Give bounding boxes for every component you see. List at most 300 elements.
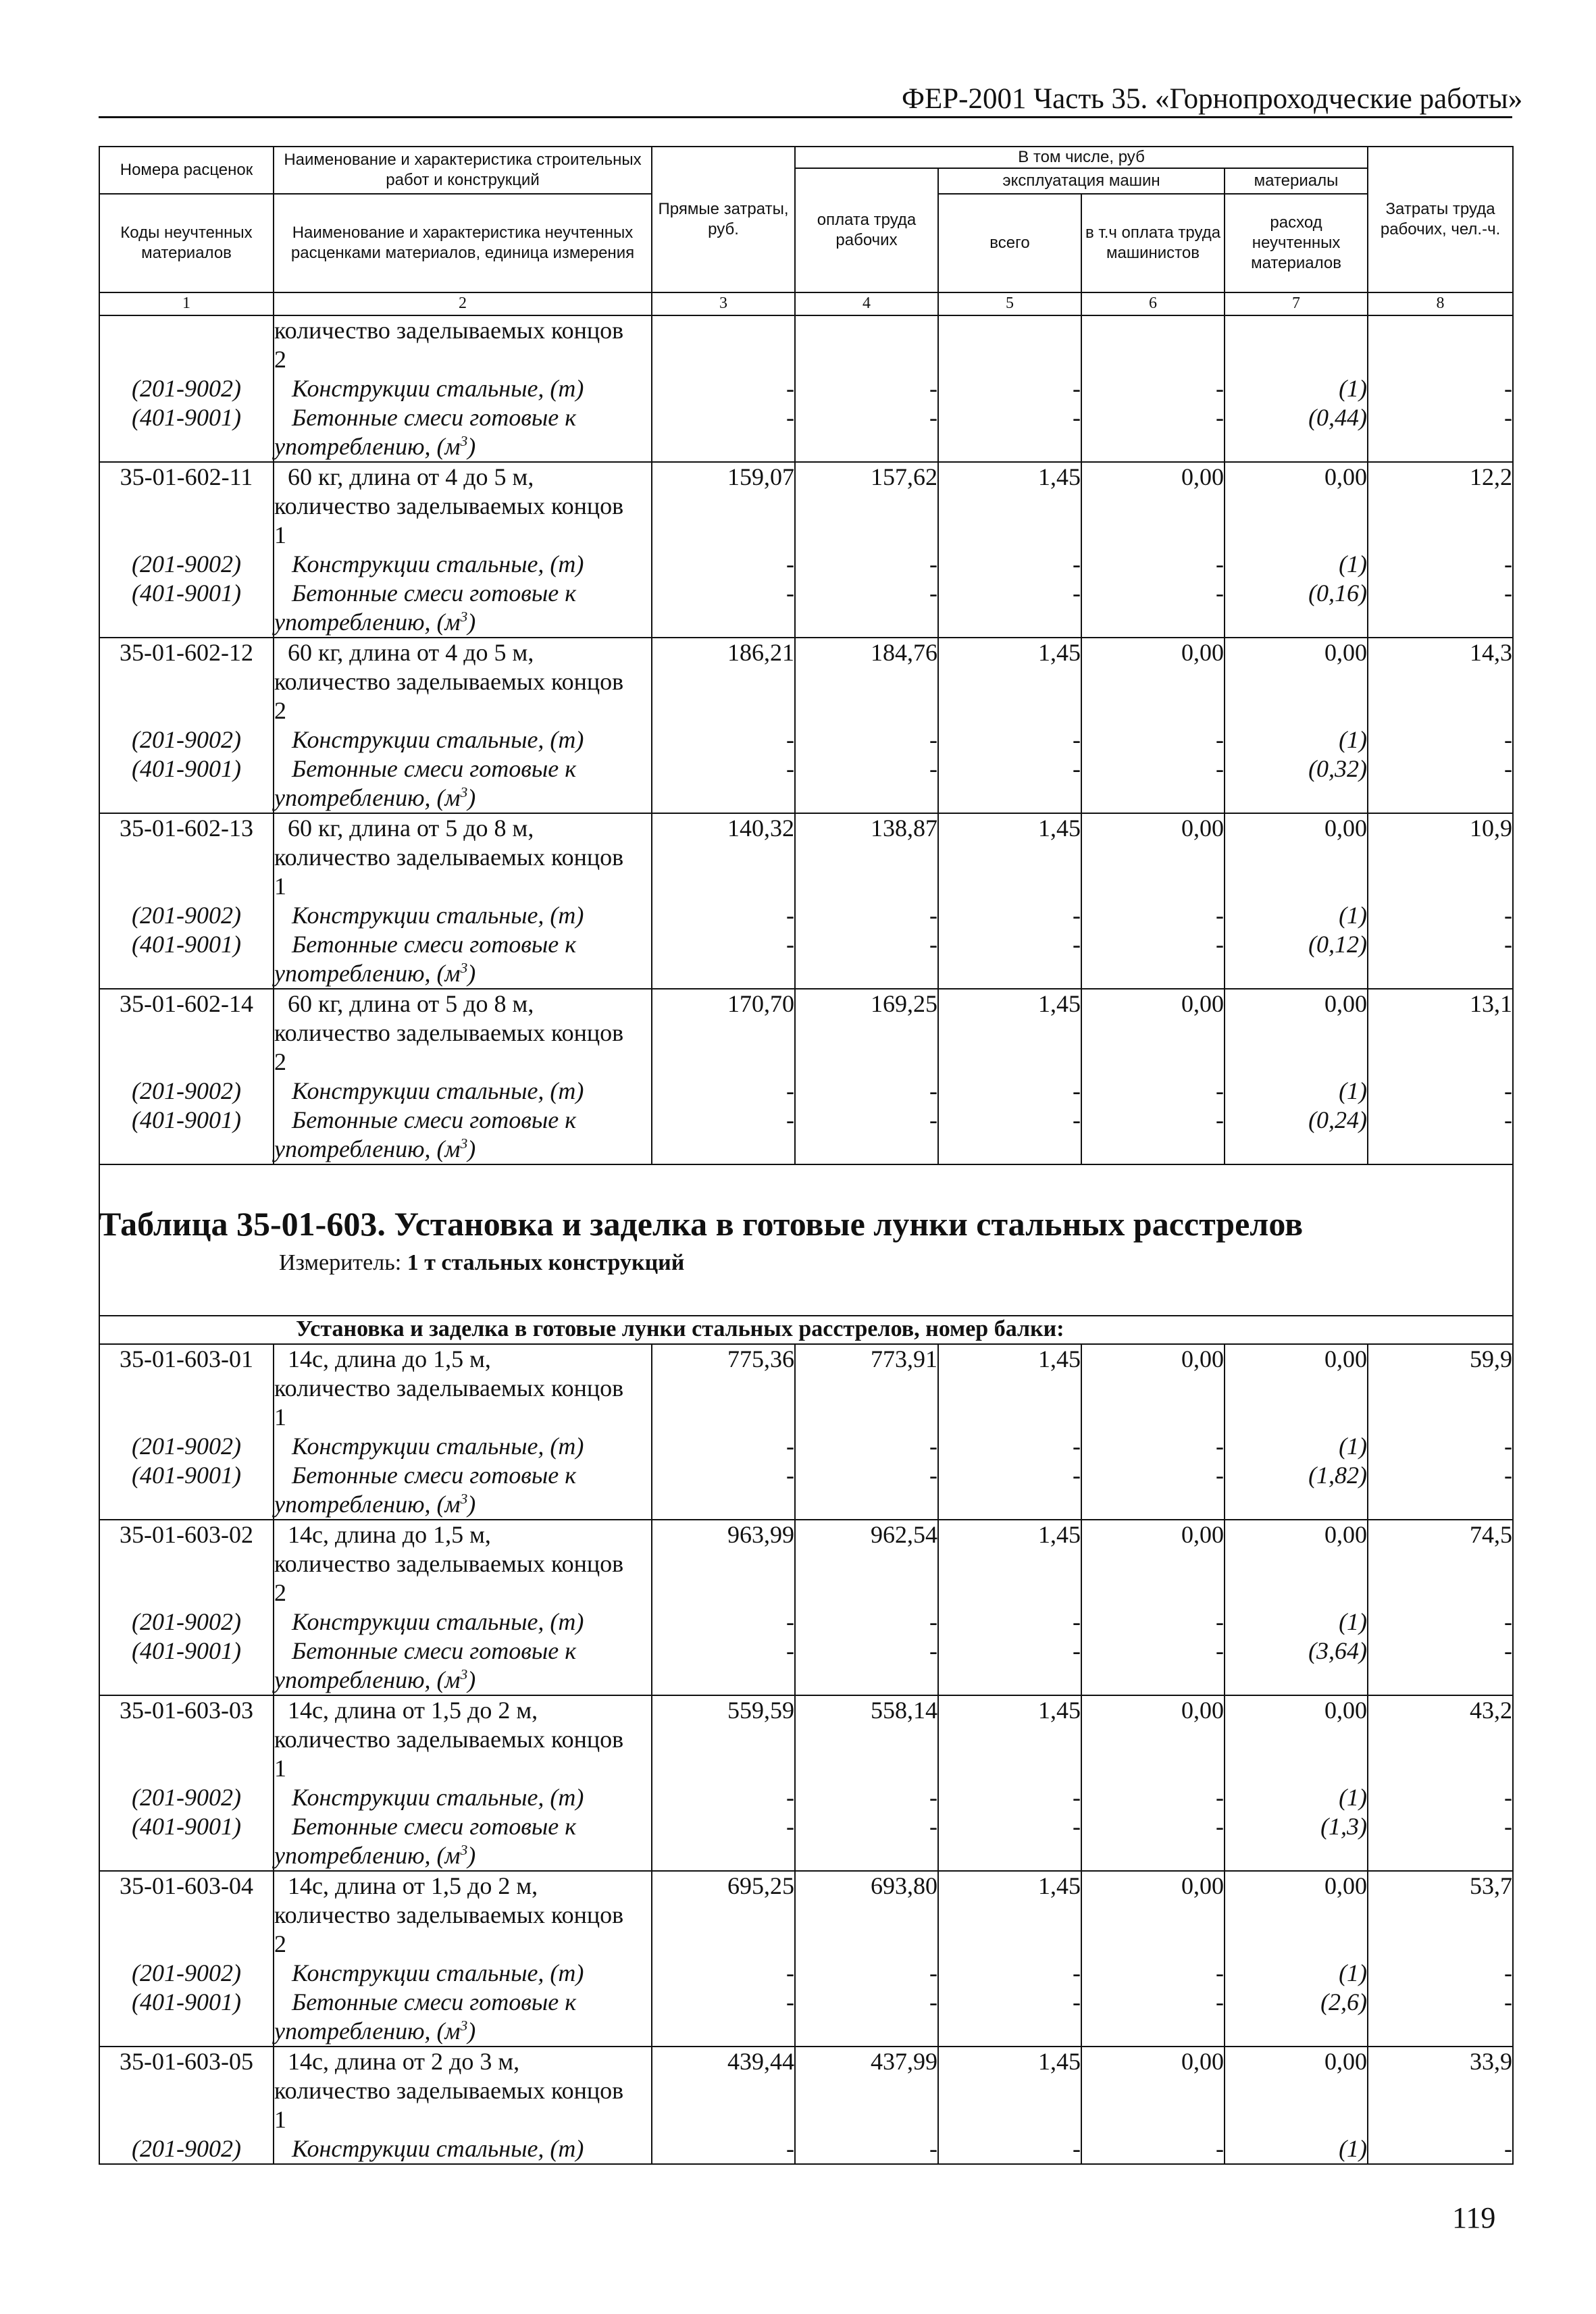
unit-close: ) <box>467 433 476 460</box>
value-c3: 170,70 <box>652 989 795 1077</box>
value-c6: - <box>1081 1783 1225 1812</box>
unit-exponent: 3 <box>460 960 468 976</box>
material-name-text: Конструкции стальные, (т) <box>292 726 584 753</box>
rate-name <box>274 1695 652 1783</box>
column-number: 8 <box>1368 292 1513 315</box>
value-c4: - <box>795 1432 938 1461</box>
value-empty <box>1225 315 1368 374</box>
material-code: (401-9001) <box>99 579 274 638</box>
material-name-text: Бетонные смеси готовые к <box>292 755 577 782</box>
material-code: (401-9001) <box>99 1812 274 1871</box>
material-name <box>274 1432 652 1461</box>
section-caption: Установка и заделка в готовые лунки стальных расстрелов, номер балки: <box>99 1316 1513 1344</box>
value-c8: 12,2 <box>1368 462 1513 550</box>
header-material-names: Наименование и характеристика неучтенных расценками материалов, единица измерения <box>274 194 652 292</box>
unit-exponent: 3 <box>460 433 468 449</box>
rate-name <box>274 638 652 725</box>
value-empty <box>938 315 1081 374</box>
value-c3: - <box>652 754 795 813</box>
value-c5: - <box>938 1106 1081 1164</box>
value-c4: 962,54 <box>795 1520 938 1608</box>
material-row <box>99 1432 1513 1461</box>
column-number: 4 <box>795 292 938 315</box>
value-c4: - <box>795 579 938 638</box>
material-code: (401-9001) <box>99 754 274 813</box>
rate-name <box>274 1520 652 1608</box>
value-c4: 437,99 <box>795 2047 938 2134</box>
rate-name-line: 2 <box>274 346 286 373</box>
rates-table <box>99 146 1514 2165</box>
rate-row <box>99 1520 1513 1608</box>
material-name <box>274 403 652 462</box>
value-c8: - <box>1368 1783 1513 1812</box>
rate-name-text: 60 кг, длина от 4 до 5 м, <box>288 639 534 666</box>
material-unit-line <box>274 959 651 988</box>
value-c6: - <box>1081 1608 1225 1637</box>
rate-name <box>274 989 652 1077</box>
value-c6: 0,00 <box>1081 638 1225 725</box>
value-c5: - <box>938 1432 1081 1461</box>
material-name <box>274 550 652 579</box>
value-c7: (0,12) <box>1225 930 1368 989</box>
value-empty <box>652 315 795 374</box>
rate-name-line: количество заделываемых концов <box>274 1374 624 1402</box>
header-materials-consumption: расход неучтенных материалов <box>1225 194 1368 292</box>
value-c8: - <box>1368 1077 1513 1106</box>
material-name-text: Бетонные смеси готовые к <box>292 1106 577 1133</box>
material-code: (201-9002) <box>99 1783 274 1812</box>
unit-close: ) <box>467 1842 476 1869</box>
value-c7: (0,32) <box>1225 754 1368 813</box>
value-c7: (1) <box>1225 725 1368 754</box>
unit-exponent: 3 <box>460 1842 468 1858</box>
value-c5: - <box>938 1959 1081 1988</box>
material-name-line <box>274 725 651 754</box>
measure-label: Измеритель: <box>279 1250 402 1275</box>
value-c6: - <box>1081 2134 1225 2164</box>
value-c5: - <box>938 403 1081 462</box>
value-c5: - <box>938 901 1081 930</box>
continuation-row <box>99 315 1513 374</box>
value-c3: - <box>652 2134 795 2164</box>
material-code: (201-9002) <box>99 550 274 579</box>
value-c6: - <box>1081 403 1225 462</box>
material-row <box>99 403 1513 462</box>
rate-name-text: 14с, длина от 1,5 до 2 м, <box>288 1872 538 1899</box>
value-c3: 159,07 <box>652 462 795 550</box>
header-machines-group: эксплуатация машин <box>938 168 1225 194</box>
rate-row <box>99 989 1513 1077</box>
value-c5: - <box>938 579 1081 638</box>
rate-name-line <box>274 463 651 492</box>
value-c3: - <box>652 374 795 403</box>
rate-name-text: 14с, длина от 1,5 до 2 м, <box>288 1697 538 1724</box>
value-c7: (1) <box>1225 2134 1368 2164</box>
value-c7: (1) <box>1225 1608 1368 1637</box>
rate-row <box>99 813 1513 901</box>
table-head <box>99 147 1513 292</box>
material-name <box>274 1608 652 1637</box>
value-c8: - <box>1368 754 1513 813</box>
value-c6: - <box>1081 1432 1225 1461</box>
material-unit-line <box>274 1841 651 1870</box>
rate-name-line: количество заделываемых концов <box>274 1726 624 1753</box>
value-c3: - <box>652 1783 795 1812</box>
unit-exponent: 3 <box>460 1135 468 1152</box>
material-name-text: Конструкции стальные, (т) <box>292 375 584 402</box>
rate-code: 35-01-603-03 <box>99 1695 274 1783</box>
material-code: (401-9001) <box>99 1637 274 1695</box>
value-c4: - <box>795 374 938 403</box>
value-c6: - <box>1081 930 1225 989</box>
value-c6: 0,00 <box>1081 462 1225 550</box>
value-c8: 74,5 <box>1368 1520 1513 1608</box>
value-c3: - <box>652 725 795 754</box>
value-c4: - <box>795 550 938 579</box>
value-c6: - <box>1081 1988 1225 2047</box>
value-c7: (1) <box>1225 1959 1368 1988</box>
material-unit-line <box>274 1135 651 1164</box>
material-unit-line <box>274 432 651 461</box>
material-name <box>274 1812 652 1871</box>
material-unit-line <box>274 1490 651 1519</box>
material-code: (401-9001) <box>99 1106 274 1164</box>
rate-row <box>99 1344 1513 1432</box>
value-c5: - <box>938 930 1081 989</box>
rate-name-line <box>274 2047 651 2076</box>
unit-close: ) <box>467 960 476 987</box>
rate-name <box>274 2047 652 2134</box>
value-c6: - <box>1081 1959 1225 1988</box>
value-c4: 169,25 <box>795 989 938 1077</box>
value-c5: - <box>938 754 1081 813</box>
value-c8: - <box>1368 725 1513 754</box>
value-c8: 10,9 <box>1368 813 1513 901</box>
material-code: (201-9002) <box>99 901 274 930</box>
value-c6: - <box>1081 1106 1225 1164</box>
value-c7: (1) <box>1225 550 1368 579</box>
value-c7: (0,24) <box>1225 1106 1368 1164</box>
value-c7: (1) <box>1225 1783 1368 1812</box>
rate-code: 35-01-603-02 <box>99 1520 274 1608</box>
header-materials-group: материалы <box>1225 168 1368 194</box>
value-c8: - <box>1368 1988 1513 2047</box>
value-c3: 186,21 <box>652 638 795 725</box>
rate-code: 35-01-603-04 <box>99 1871 274 1959</box>
continuation-name <box>274 315 652 374</box>
value-c3: 140,32 <box>652 813 795 901</box>
value-c8: 14,3 <box>1368 638 1513 725</box>
material-name-text: Конструкции стальные, (т) <box>292 1784 584 1811</box>
value-c5: 1,45 <box>938 1871 1081 1959</box>
header-workers-pay: оплата труда рабочих <box>795 168 938 292</box>
value-c4: 773,91 <box>795 1344 938 1432</box>
value-c5: 1,45 <box>938 2047 1081 2134</box>
value-c8: - <box>1368 901 1513 930</box>
material-name-line <box>274 1461 651 1490</box>
unit-exponent: 3 <box>460 2017 468 2034</box>
value-c6: - <box>1081 1812 1225 1871</box>
material-row <box>99 1988 1513 2047</box>
unit-exponent: 3 <box>460 1666 468 1682</box>
material-code: (201-9002) <box>99 725 274 754</box>
column-numbers-row <box>99 292 1513 315</box>
material-unit-line <box>274 1666 651 1695</box>
rate-name-line: 2 <box>274 697 286 724</box>
header-machines-total: всего <box>938 194 1081 292</box>
value-c4: - <box>795 725 938 754</box>
value-c4: - <box>795 403 938 462</box>
value-c5: - <box>938 1812 1081 1871</box>
value-c8: 53,7 <box>1368 1871 1513 1959</box>
unit-exponent: 3 <box>460 609 468 625</box>
material-row <box>99 374 1513 403</box>
rate-code: 35-01-603-05 <box>99 2047 274 2134</box>
value-c6: - <box>1081 550 1225 579</box>
rate-name-line <box>274 814 651 843</box>
material-name-line <box>274 2134 651 2163</box>
value-c8: - <box>1368 1812 1513 1871</box>
value-c6: - <box>1081 1637 1225 1695</box>
value-c8: - <box>1368 1608 1513 1637</box>
value-c8: - <box>1368 1106 1513 1164</box>
material-name-line <box>274 374 651 403</box>
column-number: 2 <box>274 292 652 315</box>
value-c3: - <box>652 1812 795 1871</box>
value-c3: - <box>652 1106 795 1164</box>
material-code: (401-9001) <box>99 1988 274 2047</box>
material-code: (201-9002) <box>99 1608 274 1637</box>
material-name-line <box>274 930 651 959</box>
value-c7: 0,00 <box>1225 462 1368 550</box>
value-c5: - <box>938 1637 1081 1695</box>
rate-code-empty <box>99 315 274 374</box>
rate-name-line: 1 <box>274 521 286 548</box>
rate-name <box>274 813 652 901</box>
unit-close: ) <box>467 609 476 636</box>
value-c7: 0,00 <box>1225 1695 1368 1783</box>
material-row <box>99 1783 1513 1812</box>
value-c7: (0,44) <box>1225 403 1368 462</box>
rate-name-text: 60 кг, длина от 4 до 5 м, <box>288 463 534 490</box>
value-c8: 33,9 <box>1368 2047 1513 2134</box>
unit-close: ) <box>467 1491 476 1518</box>
unit-close: ) <box>467 1666 476 1693</box>
unit-close: ) <box>467 1135 476 1162</box>
value-empty <box>1081 315 1225 374</box>
value-c7: (1) <box>1225 374 1368 403</box>
value-c5: 1,45 <box>938 989 1081 1077</box>
rate-name <box>274 1344 652 1432</box>
value-empty <box>1368 315 1513 374</box>
value-c7: (1) <box>1225 901 1368 930</box>
column-number: 5 <box>938 292 1081 315</box>
material-name-text: Конструкции стальные, (т) <box>292 902 584 929</box>
value-c7: (1) <box>1225 1077 1368 1106</box>
value-c7: (0,16) <box>1225 579 1368 638</box>
material-name-line <box>274 1608 651 1637</box>
header-operators-pay: в т.ч оплата труда машинистов <box>1081 194 1225 292</box>
value-c4: - <box>795 754 938 813</box>
value-empty <box>795 315 938 374</box>
value-c7: 0,00 <box>1225 2047 1368 2134</box>
value-c4: 184,76 <box>795 638 938 725</box>
value-c5: - <box>938 1988 1081 2047</box>
value-c5: - <box>938 1077 1081 1106</box>
value-c6: - <box>1081 579 1225 638</box>
material-name <box>274 1637 652 1695</box>
material-name-text: Бетонные смеси готовые к <box>292 1813 577 1840</box>
material-name-text: Бетонные смеси готовые к <box>292 1462 577 1489</box>
material-name-text: Конструкции стальные, (т) <box>292 1608 584 1635</box>
value-c4: - <box>795 901 938 930</box>
material-name-text: Бетонные смеси готовые к <box>292 580 577 607</box>
material-unit-text: употреблению, (м <box>274 2017 461 2045</box>
material-name <box>274 1959 652 1988</box>
material-row <box>99 550 1513 579</box>
value-c3: - <box>652 1461 795 1520</box>
value-c8: - <box>1368 930 1513 989</box>
value-c4: - <box>795 1077 938 1106</box>
material-row <box>99 725 1513 754</box>
column-number: 6 <box>1081 292 1225 315</box>
material-name-text: Конструкции стальные, (т) <box>292 1433 584 1460</box>
unit-exponent: 3 <box>460 784 468 800</box>
column-number: 7 <box>1225 292 1368 315</box>
value-c8: - <box>1368 1461 1513 1520</box>
rate-name-line: 1 <box>274 2106 286 2133</box>
rate-name-text: 60 кг, длина от 5 до 8 м, <box>288 990 534 1017</box>
material-name <box>274 2134 652 2164</box>
value-c8: 43,2 <box>1368 1695 1513 1783</box>
material-name <box>274 1461 652 1520</box>
unit-exponent: 3 <box>460 1491 468 1507</box>
value-c8: - <box>1368 579 1513 638</box>
value-c7: 0,00 <box>1225 638 1368 725</box>
header-rate-numbers: Номера расценок <box>99 147 274 194</box>
material-unit-text: употреблению, (м <box>274 784 461 811</box>
rate-name <box>274 462 652 550</box>
value-c7: 0,00 <box>1225 1871 1368 1959</box>
value-c7: 0,00 <box>1225 1520 1368 1608</box>
value-c4: - <box>795 930 938 989</box>
rate-row <box>99 638 1513 725</box>
value-c5: 1,45 <box>938 1520 1081 1608</box>
value-c5: - <box>938 1783 1081 1812</box>
value-c4: - <box>795 1783 938 1812</box>
material-unit-text: употреблению, (м <box>274 960 461 987</box>
rate-row <box>99 1695 1513 1783</box>
value-c4: - <box>795 1106 938 1164</box>
value-c5: 1,45 <box>938 462 1081 550</box>
page-number: 119 <box>1452 2201 1496 2234</box>
material-row <box>99 901 1513 930</box>
rate-name-line: 1 <box>274 1755 286 1782</box>
value-c3: - <box>652 403 795 462</box>
material-name-line <box>274 1637 651 1666</box>
unit-close: ) <box>467 784 476 811</box>
value-c3: 559,59 <box>652 1695 795 1783</box>
material-unit-line <box>274 608 651 637</box>
material-name-text: Конструкции стальные, (т) <box>292 1959 584 1986</box>
rate-name-line: количество заделываемых концов <box>274 1550 624 1577</box>
material-name <box>274 1988 652 2047</box>
rate-code: 35-01-602-12 <box>99 638 274 725</box>
rate-name-line: количество заделываемых концов <box>274 492 624 519</box>
material-name-text: Бетонные смеси готовые к <box>292 931 577 958</box>
rate-name-line: 1 <box>274 873 286 900</box>
value-c6: 0,00 <box>1081 1520 1225 1608</box>
value-c5: 1,45 <box>938 813 1081 901</box>
value-c6: 0,00 <box>1081 1344 1225 1432</box>
material-row <box>99 1077 1513 1106</box>
material-name-line <box>274 901 651 930</box>
material-name <box>274 1106 652 1164</box>
value-c6: - <box>1081 725 1225 754</box>
material-row <box>99 1106 1513 1164</box>
value-c3: - <box>652 1077 795 1106</box>
material-code: (201-9002) <box>99 1432 274 1461</box>
rate-code: 35-01-602-14 <box>99 989 274 1077</box>
header-rule <box>99 116 1512 118</box>
rate-name-line <box>274 638 651 667</box>
header-including-group: В том числе, руб <box>795 147 1368 168</box>
value-c4: 157,62 <box>795 462 938 550</box>
material-name-line <box>274 1812 651 1841</box>
material-unit-text: употреблению, (м <box>274 1491 461 1518</box>
value-c3: - <box>652 1637 795 1695</box>
value-c7: (1,3) <box>1225 1812 1368 1871</box>
value-c3: 695,25 <box>652 1871 795 1959</box>
material-name-text: Бетонные смеси готовые к <box>292 1637 577 1664</box>
material-name-line <box>274 1959 651 1988</box>
rate-name-line: количество заделываемых концов <box>274 2077 624 2104</box>
value-c7: 0,00 <box>1225 813 1368 901</box>
value-c4: 558,14 <box>795 1695 938 1783</box>
rate-name-text: 14с, длина до 1,5 м, <box>288 1345 491 1372</box>
value-c4: - <box>795 1812 938 1871</box>
material-row <box>99 1461 1513 1520</box>
material-unit-text: употреблению, (м <box>274 1135 461 1162</box>
value-c5: - <box>938 374 1081 403</box>
value-c7: 0,00 <box>1225 1344 1368 1432</box>
value-c8: - <box>1368 1959 1513 1988</box>
rate-name <box>274 1871 652 1959</box>
rate-name-line <box>274 1520 651 1549</box>
material-code: (401-9001) <box>99 403 274 462</box>
value-c3: - <box>652 579 795 638</box>
value-c4: - <box>795 1988 938 2047</box>
header-material-codes: Коды неучтенных материалов <box>99 194 274 292</box>
material-row <box>99 2134 1513 2164</box>
value-c8: 13,1 <box>1368 989 1513 1077</box>
value-c8: - <box>1368 374 1513 403</box>
value-c3: - <box>652 1608 795 1637</box>
measure-line <box>279 1250 684 1276</box>
value-c5: 1,45 <box>938 1695 1081 1783</box>
material-code: (201-9002) <box>99 1077 274 1106</box>
rate-name-text: 14с, длина от 2 до 3 м, <box>288 2048 520 2075</box>
rate-name-line: количество заделываемых концов <box>274 668 624 695</box>
column-number: 3 <box>652 292 795 315</box>
rate-code: 35-01-602-13 <box>99 813 274 901</box>
value-c8: - <box>1368 1432 1513 1461</box>
value-c6: 0,00 <box>1081 1871 1225 1959</box>
value-c6: - <box>1081 1077 1225 1106</box>
rate-row <box>99 1871 1513 1959</box>
material-name <box>274 1783 652 1812</box>
section-caption-row <box>99 1316 1513 1344</box>
